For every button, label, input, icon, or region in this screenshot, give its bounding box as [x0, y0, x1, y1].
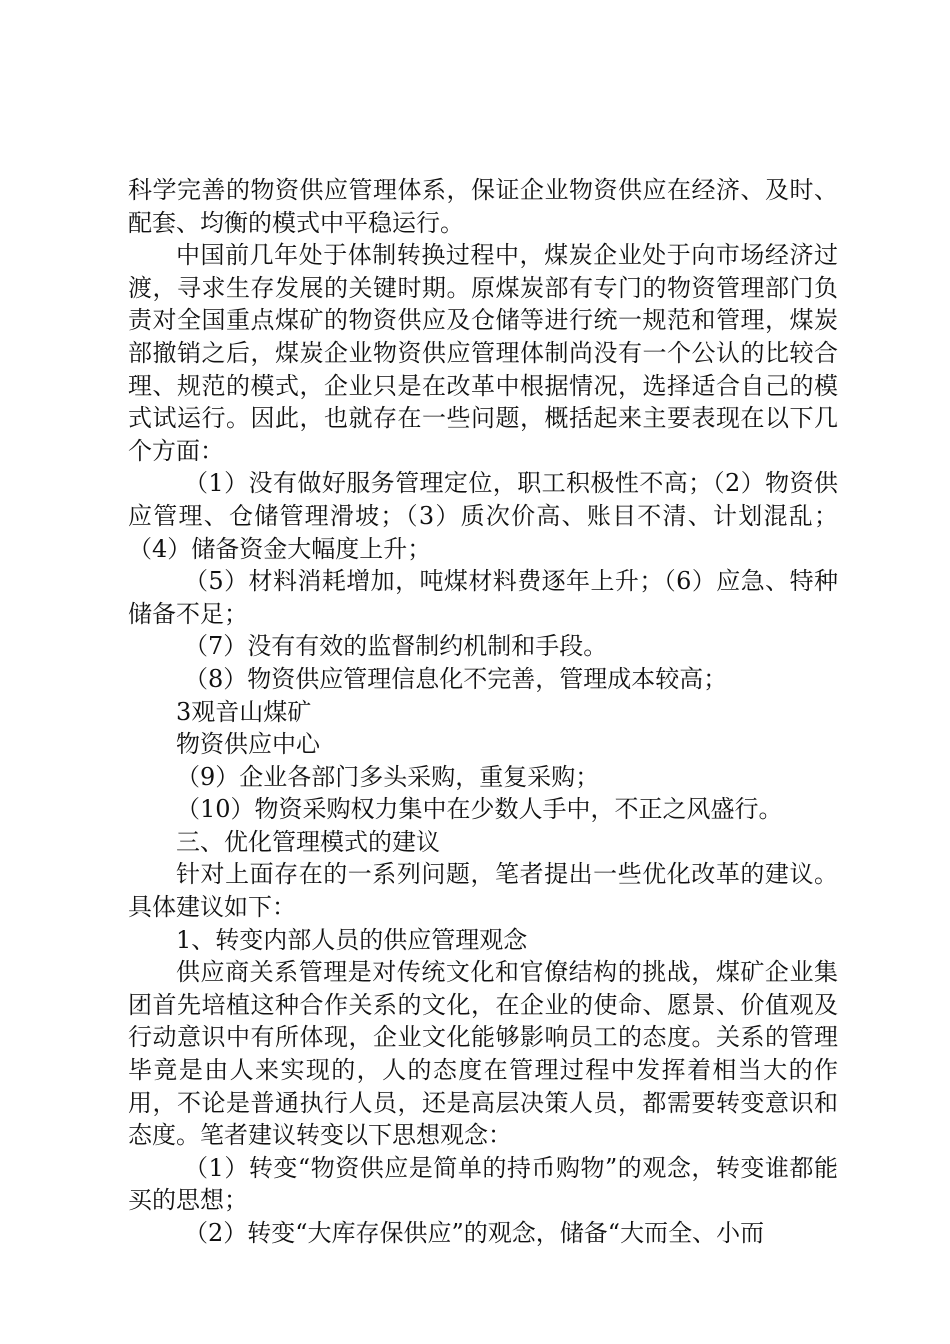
paragraph-9: 针对上面存在的一系列问题，笔者提出一些优化改革的建议。具体建议如下： [128, 860, 838, 922]
heading-supply-center: 物资供应中心 [176, 730, 320, 759]
paragraph-2: 中国前几年处于体制转换过程中，煤炭企业处于向市场经济过渡，寻求生存发展的关键时期。原煤炭部有专门的物资管理部门负责对全国重点煤矿的物资供应及仓储等进行统一规范和管理，煤炭部撤销之后，煤炭企业物资供应管理体制尚没有一个公认的比较合理、规范的模式，企业只是在改革中根据情况，选择适合自己的模式试运行。因此，也就存在一些问题，概括起来主要表现在以下几个方面： [128, 241, 838, 465]
document-body [128, 174, 838, 1250]
paragraph-12: （2）转变“大库存保供应”的观念，储备“大而全、小而 [184, 1219, 765, 1247]
paragraph-8: （10）物资采购权力集中在少数人手中，不正之风盛行。 [176, 795, 783, 824]
paragraph-5: （7）没有有效的监督制约机制和手段。 [184, 632, 608, 661]
paragraph-10: 供应商关系管理是对传统文化和官僚结构的挑战，煤矿企业集团首先培植这种合作关系的文化，在企业的使命、愿景、价值观及行动意识中有所体现，企业文化能够影响员工的态度。关系的管理毕竟是由人来实现的，人的态度在管理过程中发挥着相当大的作用，不论是普通执行人员，还是高层决策人员，都需要转变意识和态度。笔者建议转变以下思想观念： [128, 958, 838, 1150]
heading-mine-name: 3观音山煤矿 [176, 697, 312, 726]
subsection-heading: 1、转变内部人员的供应管理观念 [176, 925, 528, 954]
paragraph-7: （9）企业各部门多头采购，重复采购； [176, 762, 600, 791]
section-heading: 三、优化管理模式的建议 [176, 827, 440, 856]
paragraph-4: （5）材料消耗增加，吨煤材料费逐年上升；（6）应急、特种储备不足； [128, 567, 838, 628]
paragraph-1: 科学完善的物资供应管理体系，保证企业物资供应在经济、及时、配套、均衡的模式中平稳运行。 [128, 176, 838, 237]
paragraph-6: （8）物资供应管理信息化不完善，管理成本较高； [184, 664, 728, 693]
paragraph-3: （1）没有做好服务管理定位，职工积极性不高；（2）物资供应管理、仓储管理滑坡；（3）质次价高、账目不清、计划混乱；（4）储备资金大幅度上升； [128, 469, 838, 563]
paragraph-11: （1）转变“物资供应是简单的持币购物”的观念，转变谁都能买的思想； [128, 1153, 838, 1215]
